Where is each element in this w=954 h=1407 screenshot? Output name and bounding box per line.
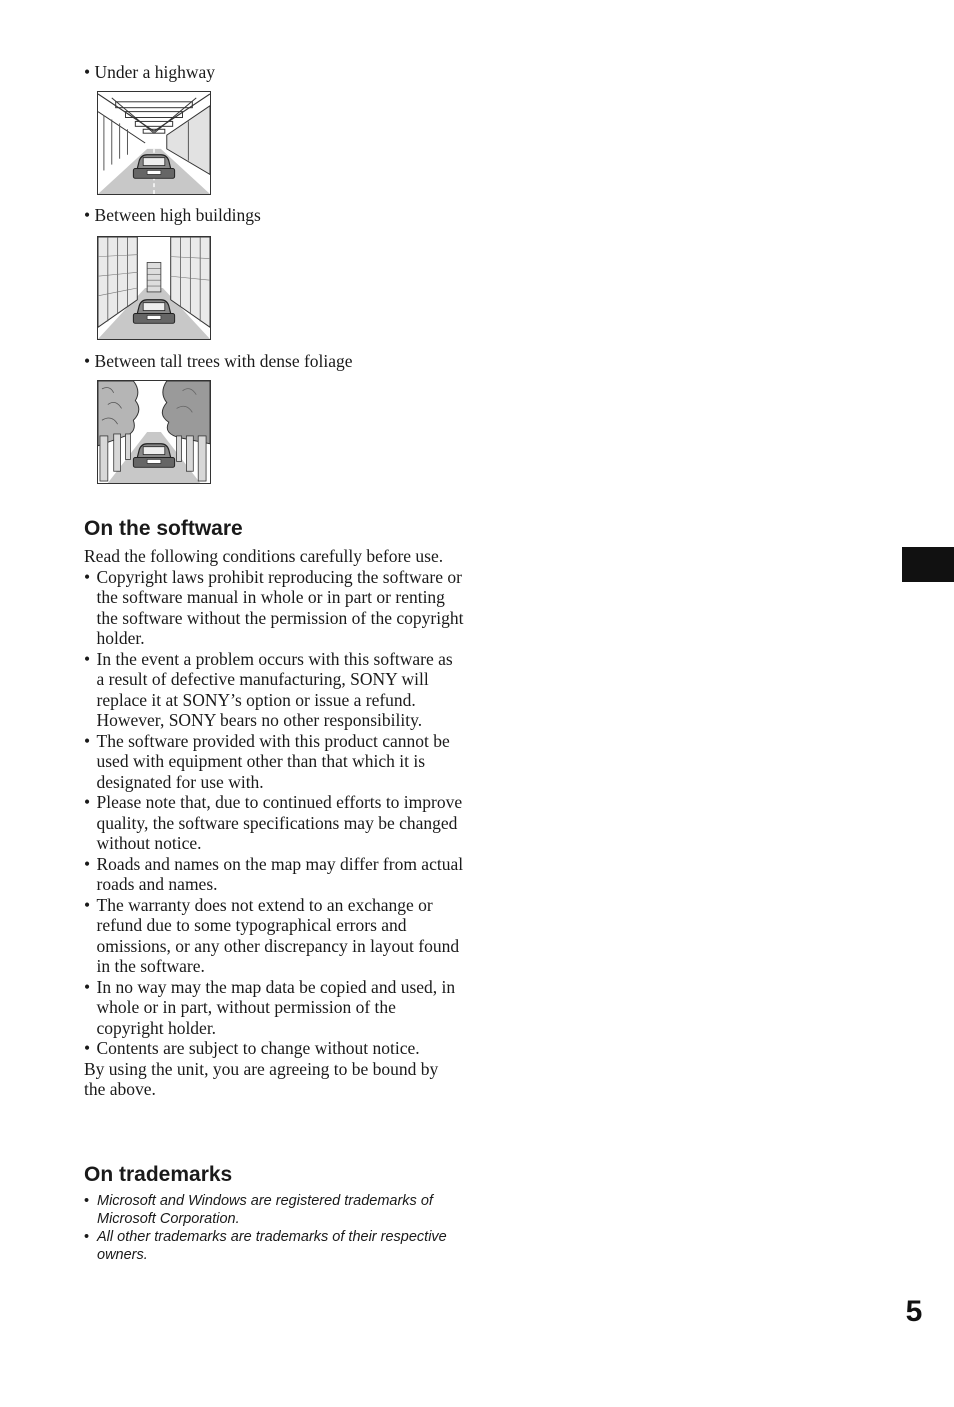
condition-label-highway: • Under a highway — [84, 62, 216, 82]
software-intro: Read the following conditions carefully before use. — [84, 546, 444, 566]
condition-label-trees: • Between tall trees with dense foliage — [84, 351, 353, 371]
list-item: • Microsoft and Windows are registered trademarks of Microsoft Corporation. — [84, 1192, 464, 1228]
tall-trees-illustration — [97, 380, 211, 484]
condition-label-buildings: • Between high buildings — [84, 205, 261, 225]
list-item: • Roads and names on the map may differ from actual roads and names. — [84, 854, 464, 895]
software-heading: On the software — [84, 517, 243, 540]
list-item: • In no way may the map data be copied and used, in whole or in part, without permission of the copyright holder. — [84, 977, 464, 1039]
trademarks-heading: On trademarks — [84, 1163, 233, 1186]
list-item: • Please note that, due to continued efforts to improve quality, the software specifications may be changed without notice. — [84, 792, 464, 854]
software-section — [84, 546, 464, 1100]
list-item: • Copyright laws prohibit reproducing the software or the software manual in whole or in part or renting the software without the permission of the copyright holder. — [84, 567, 464, 649]
page-number: 5 — [905, 1295, 923, 1328]
trademarks-section — [84, 1192, 464, 1264]
list-item: • In the event a problem occurs with this software as a result of defective manufacturing, SONY will replace it at SONY’s option or issue a refund. However, SONY bears no other responsibility. — [84, 649, 464, 731]
high-buildings-illustration — [97, 236, 211, 340]
highway-underpass-illustration — [97, 91, 211, 195]
trademarks-list — [84, 1192, 464, 1264]
list-item: • The software provided with this product cannot be used with equipment other than that which it is designated for use with. — [84, 731, 464, 793]
software-conditions-list — [84, 567, 464, 1059]
list-item: • Contents are subject to change without notice. — [84, 1038, 464, 1059]
section-tab-marker — [902, 547, 954, 582]
software-outro: By using the unit, you are agreeing to be bound by the above. — [84, 1058, 439, 1099]
list-item: • The warranty does not extend to an exchange or refund due to some typographical errors and omissions, or any other discrepancy in layout found in the software. — [84, 895, 464, 977]
list-item: • All other trademarks are trademarks of their respective owners. — [84, 1228, 464, 1264]
